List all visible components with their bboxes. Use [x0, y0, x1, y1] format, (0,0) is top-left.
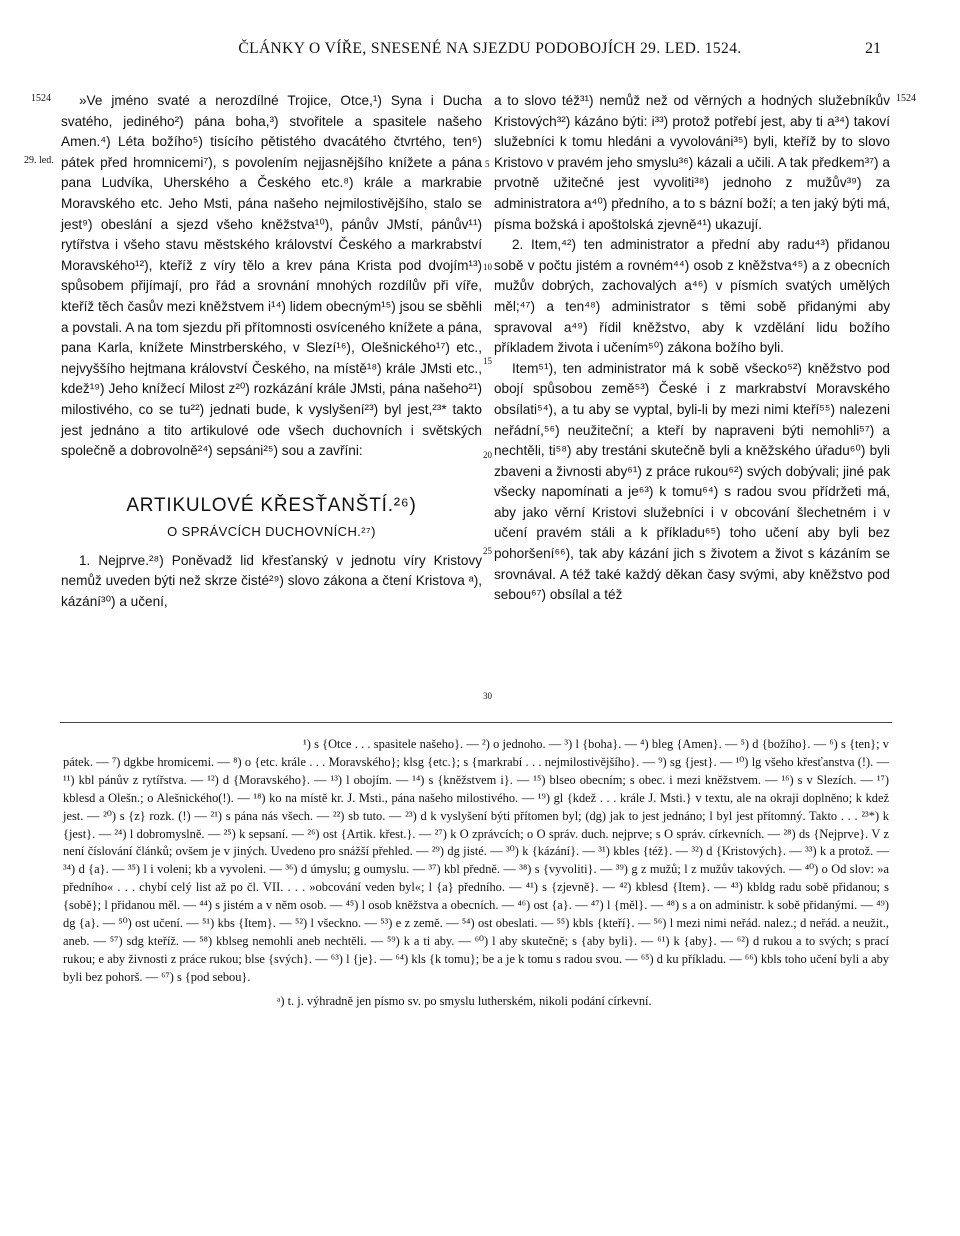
right-paragraph-article-2: 2. Item,⁴²) ten administrator a přední aby radu⁴³) přidanou sobě v počtu jistém a rovném⁴⁴) osob z kněžstva⁴⁵) a z obecních mužův dobrých, zachovalých a⁴⁶) v písmích svatých umělých měl;⁴⁷) a ten⁴⁸) administrator s těmi sobě přidanými aby spravoval a⁴⁹) řídil kněžstvo, aby k vzdělání lidu božího příkladem života i učením⁵⁰) zákona božího byli.: [494, 237, 890, 356]
left-column: [61, 91, 482, 613]
line-number: 10: [483, 262, 492, 272]
page-number: 21: [865, 40, 881, 57]
line-number: 30: [483, 691, 492, 701]
right-column: [494, 91, 890, 606]
line-number: 25: [483, 546, 492, 556]
left-paragraph-article-1: 1. Nejprve.²⁸) Poněvadž lid křesťanský v jednotu víry Kristovy nemůž uveden býti než skrze čisté²⁹) slovo zákona a čtení Kristova ᵃ), kázání³⁰) a učení,: [61, 552, 482, 610]
line-number: 5: [485, 159, 490, 169]
footnote-divider: [60, 722, 892, 723]
footnote-apparatus: ¹) s {Otce . . . spasitele našeho}. — ²) o jednoho. — ³) l {boha}. — ⁴) bleg {Amen}. — ⁵) d {božího}. — ⁶) s {ten}; v pátek. — ⁷) dgkbe hromicemi. — ⁸) o {etc. krále . . . Moravského}; klsg {etc.}; s {markrabí . . . nejmilostivějšího}. — ⁹) sg {jest}. — ¹⁰) lg všeho křesťanstva (!). — ¹¹) kbl pánův z rytířstva. — ¹²) d {Moravského}. — ¹³) l obojím. — ¹⁴) s {kněžstvem i}. — ¹⁵) blseo obecním; s obec. i mezi kněžstvem. — ¹⁶) s v Slezích. — ¹⁷) kblesd a Olešn.; o Alešnického(!). — ¹⁸) ko na místě kr. J. Msti., pána našeho milostivého. — ¹⁹) gl {kdež . . . krále J. Msti.} v textu, ale na okraji doplněno; k kdež jest. — ²⁰) s {z} rozk. (!) — ²¹) s pána nás všech. — ²²) sb tuto. — ²³) d k vyslyšení býti přítomen byl; (dg) jak to jest jednáno; l byl jest přítomný. Takto . . . ²³*) k {jest}. — ²⁴) l dobromyslně. — ²⁵) k sepsaní. — ²⁶) ost {Artik. křest.}. — ²⁷) k O zprávcích; o O správ. duch. nejprve; s O správ. církevních. — ²⁸) ds {Nejprve}. V z není číslování článků; ovšem je v jiných. Uvedeno pro snážší přehled. — ²⁹) dg jisté. — ³⁰) k {kázání}. — ³¹) kbles {též}. — ³²) d {Kristových}. — ³³) k a protož. — ³⁴) d {a}. — ³⁵) l i voleni; kb a vyvoleni. — ³⁶) d úmyslu; g oumyslu. — ³⁷) kbl předně. — ³⁸) s {vyvoliti}. — ³⁹) g z mužů; l z mužův takových. — ⁴⁰) o Od slov: »a předního« . . . chybí celý list až po čl. VII. . . . »obcování veden byl«; l {a} předního. — ⁴¹) s {zjevně}. — ⁴²) kblesd {Item}. — ⁴³) kbldg radu sobě přidanou; s {sobě}; l přidanou měl. — ⁴⁴) s jistém a v něm osob. — ⁴⁵) l osob kněžstva a obecních. — ⁴⁶) ost {a}. — ⁴⁷) l {měl}. — ⁴⁸) s a on administr. k sobě přidanými. — ⁴⁹) dg {a}. — ⁵⁰) ost učení. — ⁵¹) kbs {Item}. — ⁵²) l všeckno. — ⁵³) e z země. — ⁵⁴) ost obeslati. — ⁵⁵) kbls {kteří}. — ⁵⁶) l mezi nimi neřád. nalez.; d neřád. a neužit., aneb. — ⁵⁷) sdg kteříž. — ⁵⁸) kblseg nemohli aneb nechtěli. — ⁵⁹) k a ti aby. — ⁶⁰) l aby skutečně; s {aby byli}. — ⁶¹) k {aby}. — ⁶²) d rukou a to svých; s prací rukou; e aby živnosti z práce rukou; blse {svých}. — ⁶³) l {je}. — ⁶⁴) kls {k tomu}; be a je k tomu s radou svou. — ⁶⁵) d ku příkladu. — ⁶⁶) kbls toho učení byli a aby byli bez pohorš. — ⁶⁷) s {pod sebou}.: [63, 737, 889, 984]
margin-year-right: 1524: [896, 93, 916, 104]
margin-date: 29. led.: [24, 155, 54, 166]
right-paragraph-item: Item⁵¹), ten administrator má k sobě všecko⁵²) kněžstvo pod obojí spůsobou země⁵³) České i z markrabství Moravského obsílati⁵⁴), a tu aby se vyptal, byli-li by mezi nimi kteří⁵⁵) nalezeni neřádní,⁵⁶) neužiteční; a kteří by napraveni býti nemohli⁵⁷) a nechtěli, ti⁵⁸) aby trestáni skutečně byli a kněžského úřadu⁶⁰) byli zbaveni a živnosti aby⁶¹) z práce rukou⁶²) svých dobývali; jiné pak všecky napomínati a je⁶³) k tomu⁶⁴) s radou svou přídržeti má, aby jako věrní Kristovi služebníci i v obcování šlechetném i v učení pravém stáli a k příkladu⁶⁵) toho učení aby byli bez pohoršení⁶⁶), tak aby kázání jich s životem a život s kázáním se srovnával. A též také každý děkan časy svými, aby kněžstvo pod sebou⁶⁷) obsílal a též: [494, 360, 890, 603]
margin-year-left: 1524: [31, 93, 51, 104]
section-heading: ARTIKULOVÉ KŘESŤANŠTÍ.²⁶): [126, 494, 417, 516]
right-paragraph-continuation: a to slovo též³¹) nemůž než od věrných a hodných služebníkův Kristových³²) kázáno býti: i³³) protož potřebí jest, aby ti a³⁴) takoví služebníci k tomu hledáni a vyvolováni³⁵) byli, kteříž by to slovo Kristovo v pravém jeho smyslu³⁶) kázali a učili. A tak předkem³⁷) a prvotně užitečné jest vyvoliti³⁸) jednoho z mužův³⁹) za administratora a⁴⁰) předního, a to s bázní boží; a ten jaký býti má, písma božská i apoštolská zjevně⁴¹) ukazují.: [494, 93, 890, 232]
footnote-remark: ᵃ) t. j. výhradně jen písmo sv. po smyslu lutherském, nikoli podání církevní.: [277, 993, 652, 1008]
line-number: 20: [483, 450, 492, 460]
running-head: ČLÁNKY O VÍŘE, SNESENÉ NA SJEZDU PODOBOJÍCH 29. LED. 1524.: [238, 40, 742, 57]
left-paragraph-invocation: »Ve jméno svaté a nerozdílné Trojice, Otce,¹) Syna i Ducha svatého, jediného²) pána boha,³) stvořitele a spasitele našeho Amen.⁴) Léta božího⁵) tisícího pětistého dvacátého čtvrtého, ten⁶) pátek před hromnicemi⁷), s povolením nejjasnějšího knížete a pána pana Ludvíka, Uherského a Českého etc.⁸) krále a markrabie Moravského etc. Jeho Msti, pána našeho nejmilostivějšího, stalo se jest⁹) obeslání a sjezd všeho kněžstva¹⁰), pánův JMstí, pánův¹¹) rytířstva i všeho stavu městského království Českého a markrabství Moravského¹²), kteříž z víry tělo a krev pána Krista pod dvojím¹³) spůsobem přijímají, pro řád a srovnání mnohých rozdílův při víře, kteříž těch časův mezi kněžstvem i¹⁴) lidem obecným¹⁵) jsou se sběhli a povstali. A na tom sjezdu při přítomnosti osvíceného knížete a pána, pana Karla, knížete Minstrberského, v Slezí¹⁶), Olešnického¹⁷) etc., nejvyššího hejtmana království Českého, na místě¹⁸) krále JMsti etc., kdež¹⁹) Jeho knížecí Milost z²⁰) rozkázání krále JMsti, pána našeho²¹) milostivého, co se tu²²) jednati bude, k vyslyšení²³) byl jest,²³* takto jest jednáno a tito artikulové ode všech duchovních i světských společně a dobrovolně²⁴) sepsáni²⁵) sou a zavříni:: [61, 93, 482, 459]
section-subheading: O SPRÁVCÍCH DUCHOVNÍCH.²⁷): [167, 524, 376, 540]
footnotes: [63, 736, 889, 1011]
line-number: 15: [483, 356, 492, 366]
